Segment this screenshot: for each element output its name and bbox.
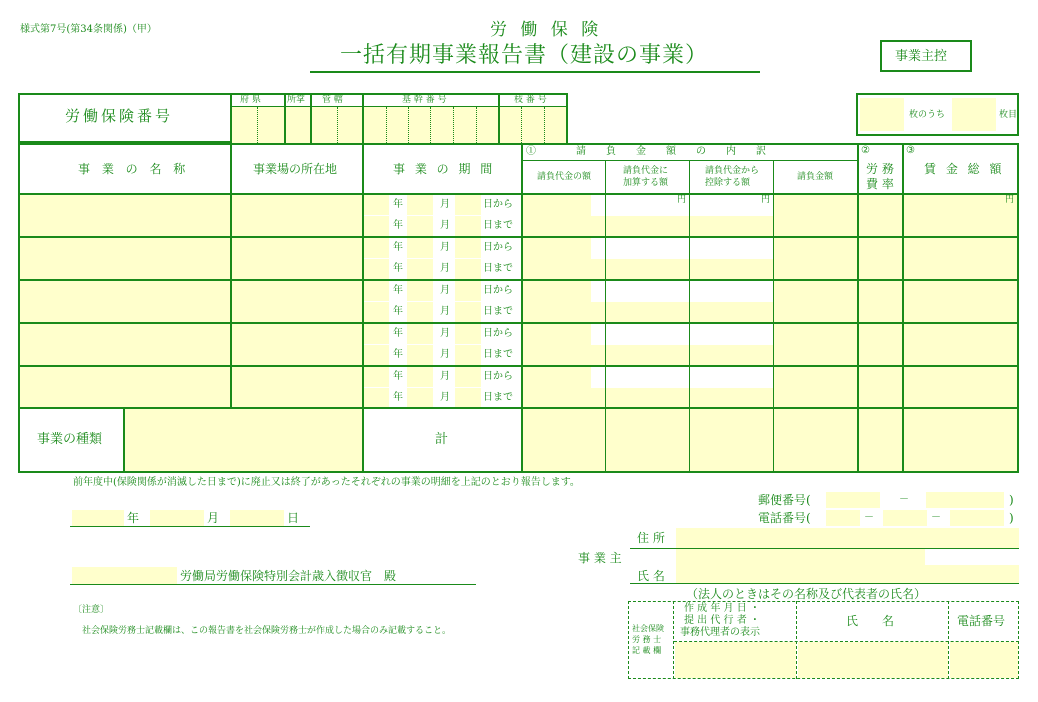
contract-total-input[interactable] [774, 238, 857, 279]
period-month-input[interactable] [407, 195, 433, 215]
yen-label-wage: 円 [1005, 195, 1015, 205]
period-from-label: 日から [483, 371, 513, 382]
period-era-input[interactable] [364, 367, 389, 387]
sr-side-2: 労 務 士 [632, 635, 662, 644]
report-day-label: 日 [287, 511, 300, 525]
phone-input-3[interactable] [950, 510, 1004, 526]
sr-side-1: 社会保険 [632, 624, 664, 633]
contract-amount-cell [591, 345, 605, 365]
add-amount-input[interactable] [606, 216, 689, 236]
period-from-label: 日から [483, 199, 513, 210]
period-month-label: 月 [440, 306, 450, 317]
phone-dash-1: － [864, 512, 874, 523]
col-prefecture: 府 県 [240, 95, 261, 105]
contract-amount-cell [591, 302, 605, 322]
header-c2a: 請負代金に [623, 166, 669, 176]
period-month-input[interactable] [407, 238, 433, 258]
header-c2b: 加算する額 [623, 178, 669, 188]
period-month-label: 月 [440, 263, 450, 274]
period-month-label: 月 [440, 242, 450, 253]
phone-label: 電話番号( [758, 511, 811, 525]
labor-rate-input[interactable] [859, 324, 902, 365]
phone-close: ) [1009, 511, 1014, 525]
project-location-input[interactable] [232, 238, 362, 279]
wage-total-input[interactable] [904, 324, 1017, 365]
labor-bureau-input[interactable] [72, 567, 177, 584]
address-input-2[interactable] [676, 549, 925, 565]
project-name-input[interactable] [20, 281, 230, 322]
branch-number-input[interactable] [500, 107, 566, 143]
deduct-amount-input[interactable] [690, 388, 773, 408]
header-c4: 請負金額 [797, 172, 834, 182]
employer-name-input[interactable] [676, 565, 1019, 583]
sheet-no-label: 枚目 [999, 110, 1018, 120]
contract-amount-input[interactable] [523, 324, 591, 365]
total-c3[interactable] [690, 409, 773, 471]
header-wage: 賃 金 総 額 [924, 162, 1005, 176]
phone-dash-2: － [931, 512, 941, 523]
period-month-input[interactable] [407, 367, 433, 387]
period-day-input[interactable] [455, 388, 481, 408]
sheet-no-input[interactable] [952, 98, 996, 131]
labor-rate-input[interactable] [859, 238, 902, 279]
period-era-input[interactable] [364, 195, 389, 215]
phone-input-1[interactable] [826, 510, 860, 526]
header-labor-no: ② [861, 145, 870, 156]
notes-text: 社会保険労務士記載欄は、この報告書を社会保険労務士が作成した場合のみ記載すること。 [82, 626, 452, 636]
col-jurisdiction: 所掌 [287, 95, 306, 105]
period-year-label: 年 [393, 349, 403, 360]
wage-total-input[interactable] [904, 367, 1017, 408]
report-month-label: 月 [207, 511, 220, 525]
copy-label: 事業主控 [895, 49, 948, 64]
period-year-label: 年 [393, 306, 403, 317]
sr-date-input[interactable] [675, 642, 796, 678]
period-day-input[interactable] [455, 216, 481, 236]
period-month-input[interactable] [407, 216, 433, 236]
postal-label: 郵便番号( [758, 493, 811, 507]
period-day-input[interactable] [455, 345, 481, 365]
period-era-input[interactable] [364, 388, 389, 408]
period-year-label: 年 [393, 220, 403, 231]
report-year-input[interactable] [72, 510, 124, 526]
labor-rate-input[interactable] [859, 367, 902, 408]
sheet-count-box [856, 93, 1019, 136]
report-text: 前年度中(保険関係が消滅した日まで)に廃止又は終了があったそれぞれの事業の明細を上記のとおり報告します。 [73, 477, 580, 488]
contract-amount-cell [591, 388, 605, 408]
period-month-label: 月 [440, 349, 450, 360]
header-wage-no: ③ [906, 145, 915, 156]
prefecture-input[interactable] [232, 107, 284, 143]
deduct-amount-input[interactable] [690, 216, 773, 236]
report-year-label: 年 [127, 511, 140, 525]
col-office: 管 轄 [322, 95, 343, 105]
period-day-input[interactable] [455, 238, 481, 258]
period-day-input[interactable] [455, 259, 481, 279]
form-number: 様式第7号(第34条関係)（甲） [20, 24, 157, 35]
yen-label-c3: 円 [761, 195, 771, 205]
project-location-input[interactable] [232, 367, 362, 408]
corp-note: （法人のときはその名称及び代表者の氏名） [686, 587, 927, 601]
contract-total-input[interactable] [774, 281, 857, 322]
total-labor[interactable] [859, 409, 902, 471]
add-amount-input[interactable] [606, 259, 689, 279]
total-wage[interactable] [904, 409, 1017, 471]
project-name-input[interactable] [20, 195, 230, 236]
sr-side-3: 記 載 欄 [632, 646, 662, 655]
period-month-label: 月 [440, 328, 450, 339]
period-year-label: 年 [393, 371, 403, 382]
period-month-label: 月 [440, 392, 450, 403]
header-name: 事 業 の 名 称 [78, 162, 190, 176]
contract-amount-cell [591, 216, 605, 236]
project-location-input[interactable] [232, 281, 362, 322]
total-c1[interactable] [523, 409, 605, 471]
employer-label: 事 業 主 [578, 551, 622, 565]
deduct-amount-input[interactable] [690, 345, 773, 365]
jurisdiction-input[interactable] [286, 107, 310, 143]
period-month-input[interactable] [407, 281, 433, 301]
period-year-label: 年 [393, 328, 403, 339]
wage-total-input[interactable] [904, 238, 1017, 279]
period-from-label: 日から [483, 285, 513, 296]
sr-h2: 氏 名 [846, 614, 895, 628]
header-labor-b: 費 率 [866, 177, 894, 191]
sr-h3: 電話番号 [957, 614, 1006, 628]
project-name-input[interactable] [20, 324, 230, 365]
period-era-input[interactable] [364, 281, 389, 301]
addressee-label: 労働局労働保険特別会計歳入徴収官 殿 [180, 569, 397, 583]
period-month-input[interactable] [407, 388, 433, 408]
add-amount-input[interactable] [606, 345, 689, 365]
period-day-input[interactable] [455, 324, 481, 344]
header-contract: ① 請 負 金 額 の 内 訳 [526, 146, 766, 157]
period-era-input[interactable] [364, 259, 389, 279]
period-month-label: 月 [440, 371, 450, 382]
title-underline [310, 71, 760, 73]
postal-dash: － [899, 494, 909, 505]
name-label: 氏 名 [637, 569, 665, 583]
postal-close: ) [1009, 493, 1014, 507]
sr-name-input[interactable] [798, 642, 948, 678]
contract-total-input[interactable] [774, 195, 857, 236]
period-day-input[interactable] [455, 281, 481, 301]
period-era-input[interactable] [364, 345, 389, 365]
period-month-input[interactable] [407, 345, 433, 365]
labor-rate-input[interactable] [859, 195, 902, 236]
period-month-label: 月 [440, 220, 450, 231]
total-c4[interactable] [774, 409, 857, 471]
period-month-label: 月 [440, 199, 450, 210]
postal-input-1[interactable] [826, 492, 880, 508]
header-location: 事業場の所在地 [253, 162, 338, 176]
total-sheets-input[interactable] [860, 98, 904, 131]
sr-h1c: 事務代理者の表示 [680, 627, 760, 638]
contract-amount-input[interactable] [523, 281, 591, 322]
base-number-input[interactable] [364, 107, 498, 143]
phone-input-2[interactable] [883, 510, 927, 526]
contract-amount-cell [591, 259, 605, 279]
copy-label-box [880, 40, 972, 72]
period-era-input[interactable] [364, 238, 389, 258]
form-subtitle: 労 働 保 険 [490, 20, 603, 40]
period-day-input[interactable] [455, 195, 481, 215]
period-year-label: 年 [393, 199, 403, 210]
business-type-label: 事業の種類 [37, 432, 103, 447]
period-year-label: 年 [393, 285, 403, 296]
header-c1: 請負代金の額 [537, 172, 592, 182]
period-era-input[interactable] [364, 216, 389, 236]
address-input[interactable] [676, 528, 1019, 548]
report-day-input[interactable] [230, 510, 284, 526]
add-amount-input[interactable] [606, 388, 689, 408]
period-to-label: 日まで [483, 263, 513, 274]
project-name-input[interactable] [20, 367, 230, 408]
period-to-label: 日まで [483, 392, 513, 403]
postal-input-2[interactable] [926, 492, 1004, 508]
header-period: 事 業 の 期 間 [393, 162, 496, 176]
wage-total-input[interactable] [904, 281, 1017, 322]
period-year-label: 年 [393, 392, 403, 403]
wage-total-input[interactable] [904, 195, 1017, 236]
period-to-label: 日まで [483, 220, 513, 231]
period-day-input[interactable] [455, 302, 481, 322]
insurance-number-label: 労働保険番号 [65, 107, 174, 125]
period-to-label: 日まで [483, 306, 513, 317]
total-label: 計 [435, 432, 449, 447]
address-label: 住 所 [637, 531, 665, 545]
contract-amount-input[interactable] [523, 367, 591, 408]
business-type-input[interactable] [125, 409, 362, 471]
yen-label-c2: 円 [677, 195, 687, 205]
period-day-input[interactable] [455, 367, 481, 387]
period-month-input[interactable] [407, 302, 433, 322]
total-c2[interactable] [606, 409, 689, 471]
period-year-label: 年 [393, 263, 403, 274]
add-amount-input[interactable] [606, 302, 689, 322]
header-c3b: 控除する額 [705, 178, 751, 188]
report-month-input[interactable] [150, 510, 204, 526]
period-from-label: 日から [483, 242, 513, 253]
project-name-input[interactable] [20, 238, 230, 279]
period-era-input[interactable] [364, 302, 389, 322]
sheets-label: 枚のうち [909, 110, 946, 120]
period-year-label: 年 [393, 242, 403, 253]
period-month-input[interactable] [407, 259, 433, 279]
deduct-amount-input[interactable] [690, 302, 773, 322]
sr-h1a: 作 成 年 月 日 ・ [684, 603, 760, 614]
deduct-amount-input[interactable] [690, 259, 773, 279]
col-branch-number: 枝 番 号 [514, 95, 547, 105]
period-month-input[interactable] [407, 324, 433, 344]
contract-total-input[interactable] [774, 324, 857, 365]
period-from-label: 日から [483, 328, 513, 339]
project-location-input[interactable] [232, 324, 362, 365]
col-base-number: 基 幹 番 号 [402, 95, 447, 105]
contract-total-input[interactable] [774, 367, 857, 408]
header-labor-a: 労 務 [866, 162, 894, 176]
sr-phone-input[interactable] [950, 642, 1018, 678]
period-month-label: 月 [440, 285, 450, 296]
contract-amount-input[interactable] [523, 195, 591, 236]
form-title: 一括有期事業報告書（建設の事業） [340, 43, 709, 68]
period-era-input[interactable] [364, 324, 389, 344]
labor-rate-input[interactable] [859, 281, 902, 322]
notes-heading: 〔注意〕 [73, 605, 110, 615]
header-c3a: 請負代金から [705, 166, 760, 176]
period-to-label: 日まで [483, 349, 513, 360]
contract-amount-input[interactable] [523, 238, 591, 279]
project-location-input[interactable] [232, 195, 362, 236]
sr-h1b: 提 出 代 行 者 ・ [684, 615, 760, 626]
